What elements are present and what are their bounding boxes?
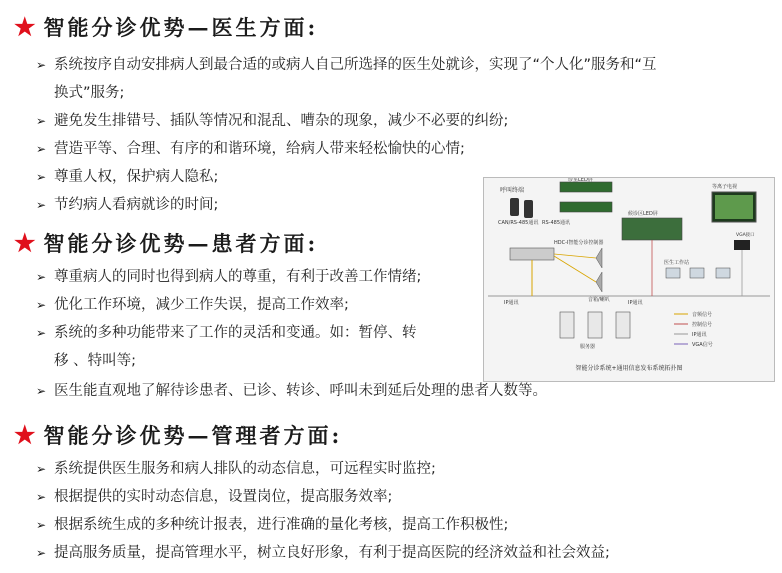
arrow-bullet-icon: ➢ [36, 198, 47, 212]
arrow-bullet-icon: ➢ [36, 384, 47, 398]
list-item: ➢ 尊重病人的同时也得到病人的尊重，有利于改善工作情绪; [36, 263, 421, 291]
speaker-label: 音箱/喇叭 [588, 297, 610, 303]
clinic-led-label: 候诊区LED屏 [628, 211, 658, 217]
arrow-bullet-icon: ➢ [36, 326, 47, 340]
speaker-icon [596, 272, 602, 292]
svg-text:音频信号: 音频信号 [692, 312, 713, 318]
star-icon: ★ [14, 420, 36, 449]
diagram-caption: 智能分诊系统+通用信息发布系统拓扑图 [575, 365, 683, 372]
tv-label: 等离子电视 [712, 184, 738, 190]
svg-text:IP通讯: IP通讯 [692, 332, 707, 338]
list-item: ➢ 尊重人权，保护病人隐私; [36, 163, 218, 191]
led-panel [560, 182, 612, 192]
vga-box-icon [734, 240, 750, 250]
led-panel [560, 202, 612, 212]
list-item: ➢ 根据提供的实时动态信息，设置岗位，提高服务效率; [36, 483, 392, 511]
section-heading-patient: ★ 智能分诊优势—患者方面: [14, 228, 319, 257]
rs485-label: RS-485通讯 [542, 220, 570, 226]
can-label: CAN/RS-485通讯 [498, 220, 539, 226]
list-item: ➢ 提高服务质量，提高管理水平，树立良好形象，有利于提高医院的经济效益和社会效益; [36, 539, 610, 567]
clinic-led-panel [622, 218, 682, 240]
speaker-icon [596, 248, 602, 268]
topology-diagram [483, 177, 775, 382]
list-item: ➢ 优化工作环境，减少工作失误，提高工作效率; [36, 291, 349, 319]
svg-text:VGA信号: VGA信号 [692, 342, 713, 348]
vga-label: VGA接口 [736, 233, 755, 238]
arrow-bullet-icon: ➢ [36, 546, 47, 560]
legend [674, 311, 713, 348]
section-heading-management: ★ 智能分诊优势—管理者方面: [14, 420, 343, 449]
star-icon: ★ [14, 12, 36, 41]
section-heading-doctor: ★ 智能分诊优势—医生方面: [14, 12, 319, 41]
call-terminal-label: 呼叫终端 [500, 187, 525, 194]
arrow-bullet-icon: ➢ [36, 270, 47, 284]
arrow-bullet-icon: ➢ [36, 170, 47, 184]
list-item-continuation: 移 、特叫等; [54, 353, 136, 369]
doctor-ws-label: 医生工作站 [664, 260, 690, 266]
server-label: 服务器 [580, 344, 596, 350]
doctor-workstation-icon [666, 268, 730, 278]
arrow-bullet-icon: ➢ [36, 142, 47, 156]
ip-label: IP通讯 [504, 300, 519, 306]
svg-text:控制信号: 控制信号 [692, 322, 713, 328]
hdc-controller-icon [510, 248, 554, 260]
list-item: ➢ 医生能直观地了解待诊患者、已诊、转诊、呼叫未到延后处理的患者人数等。 [36, 377, 547, 405]
arrow-bullet-icon: ➢ [36, 298, 47, 312]
waiting-led-label: 诊室LED屏 [568, 178, 593, 183]
list-item: ➢ 营造平等、合理、有序的和谐环境，给病人带来轻松愉快的心情; [36, 135, 465, 163]
list-item: ➢ 避免发生排错号、插队等情况和混乱、嘈杂的现象，减少不必要的纠纷; [36, 107, 508, 135]
list-item-continuation: 换式”服务; [54, 85, 125, 101]
star-icon: ★ [14, 228, 36, 257]
list-item: ➢ 节约病人看病就诊的时间; [36, 191, 218, 219]
arrow-bullet-icon: ➢ [36, 490, 47, 504]
call-terminal-icon [510, 198, 533, 218]
arrow-bullet-icon: ➢ [36, 114, 47, 128]
list-item: ➢ 根据系统生成的多种统计报表，进行准确的量化考核，提高工作积极性; [36, 511, 508, 539]
server-icon [560, 312, 630, 338]
arrow-bullet-icon: ➢ [36, 58, 47, 72]
arrow-bullet-icon: ➢ [36, 462, 47, 476]
network-label: IP通讯 [628, 300, 643, 306]
hdc-label: HDC-I智能分诊控制器 [554, 240, 604, 246]
list-item: ➢ 系统按序自动安排病人到最合适的或病人自己所选择的医生处就诊，实现了“个人化”服务和“互 [36, 51, 657, 79]
list-item: ➢ 系统的多种功能带来了工作的灵活和变通。如：暂停、转 [36, 319, 417, 347]
list-item: ➢ 系统提供医生服务和病人排队的动态信息，可远程实时监控; [36, 455, 436, 483]
arrow-bullet-icon: ➢ [36, 518, 47, 532]
